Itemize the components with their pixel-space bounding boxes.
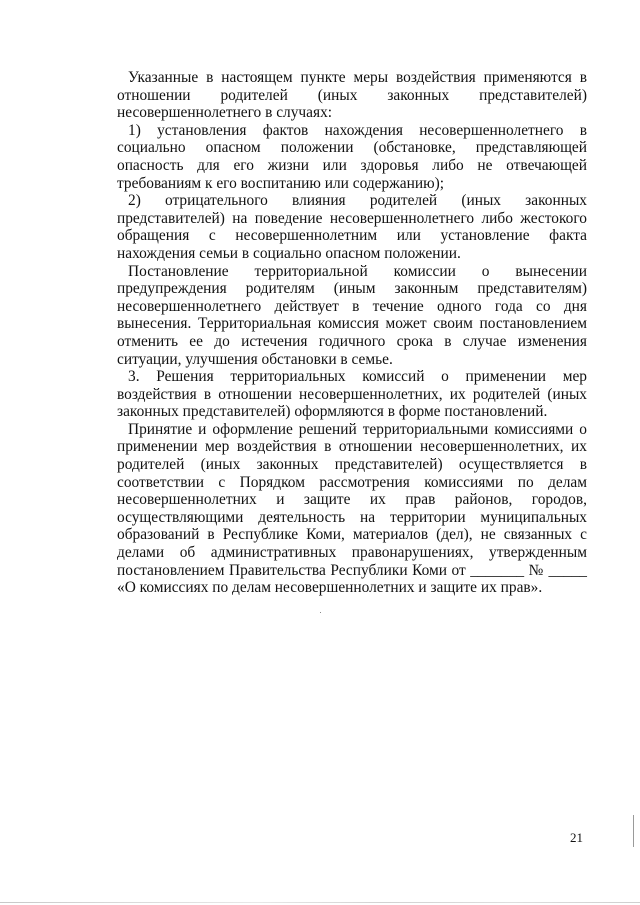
paragraph-measures-applied: Указанные в настоящем пункте меры воздействия применяются в отношении родителей (иных законных представителей) несовершеннолетнего в случаях: [117, 69, 587, 122]
paragraph-point-3: 3. Решения территориальных комиссий о применении мер воздействия в отношении несовершеннолетних, их родителей (иных законных представителей) оформляются в форме постановлений. [117, 368, 587, 421]
paragraph-item-1: 1) установления фактов нахождения несовершеннолетнего в социально опасном положении (обстановке, представляющей опасность для его жизни или здоровья либо не отвечающей требованиям к его воспитанию или содержанию); [117, 121, 587, 192]
scan-edge-mark [633, 815, 634, 847]
page-number: 21 [570, 830, 583, 845]
paragraph-warning-resolution: Постановление территориальной комиссии о вынесении предупреждения родителям (иным законным представителям) несовершеннолетнего действует в течение одного года со дня вынесения. Территориальная комиссия может своим постановлением отменить ее до истечения годичного срока в случае изменения ситуации, улучшения обстановки в семье. [117, 262, 587, 368]
document-body [117, 69, 587, 597]
paragraph-item-2: 2) отрицательного влияния родителей (иных законных представителей) на поведение несовершеннолетнего либо жестокого обращения с несовершеннолетним или установление факта нахождения семьи в социально опасном положении. [117, 192, 587, 262]
scan-bottom-edge [0, 902, 640, 903]
scan-speck [320, 612, 321, 613]
paragraph-decision-procedure: Принятие и оформление решений территориальными комиссиями о применении мер воздействия в отношении несовершеннолетних, их родителей (иных законных представителей) осуществляется в соответствии с Порядком рассмотрения комиссиями по делам несовершеннолетних и защите их прав районов, городов, осуществляющими деятельность на территории муниципальных образований в Республике Коми, материалов (дел), не связанных с делами об административных правонарушениях, утвержденным постановлением Правительства Республики Коми от _______ № _____ «О комиссиях по делам несовершеннолетних и защите их прав». [117, 420, 587, 597]
